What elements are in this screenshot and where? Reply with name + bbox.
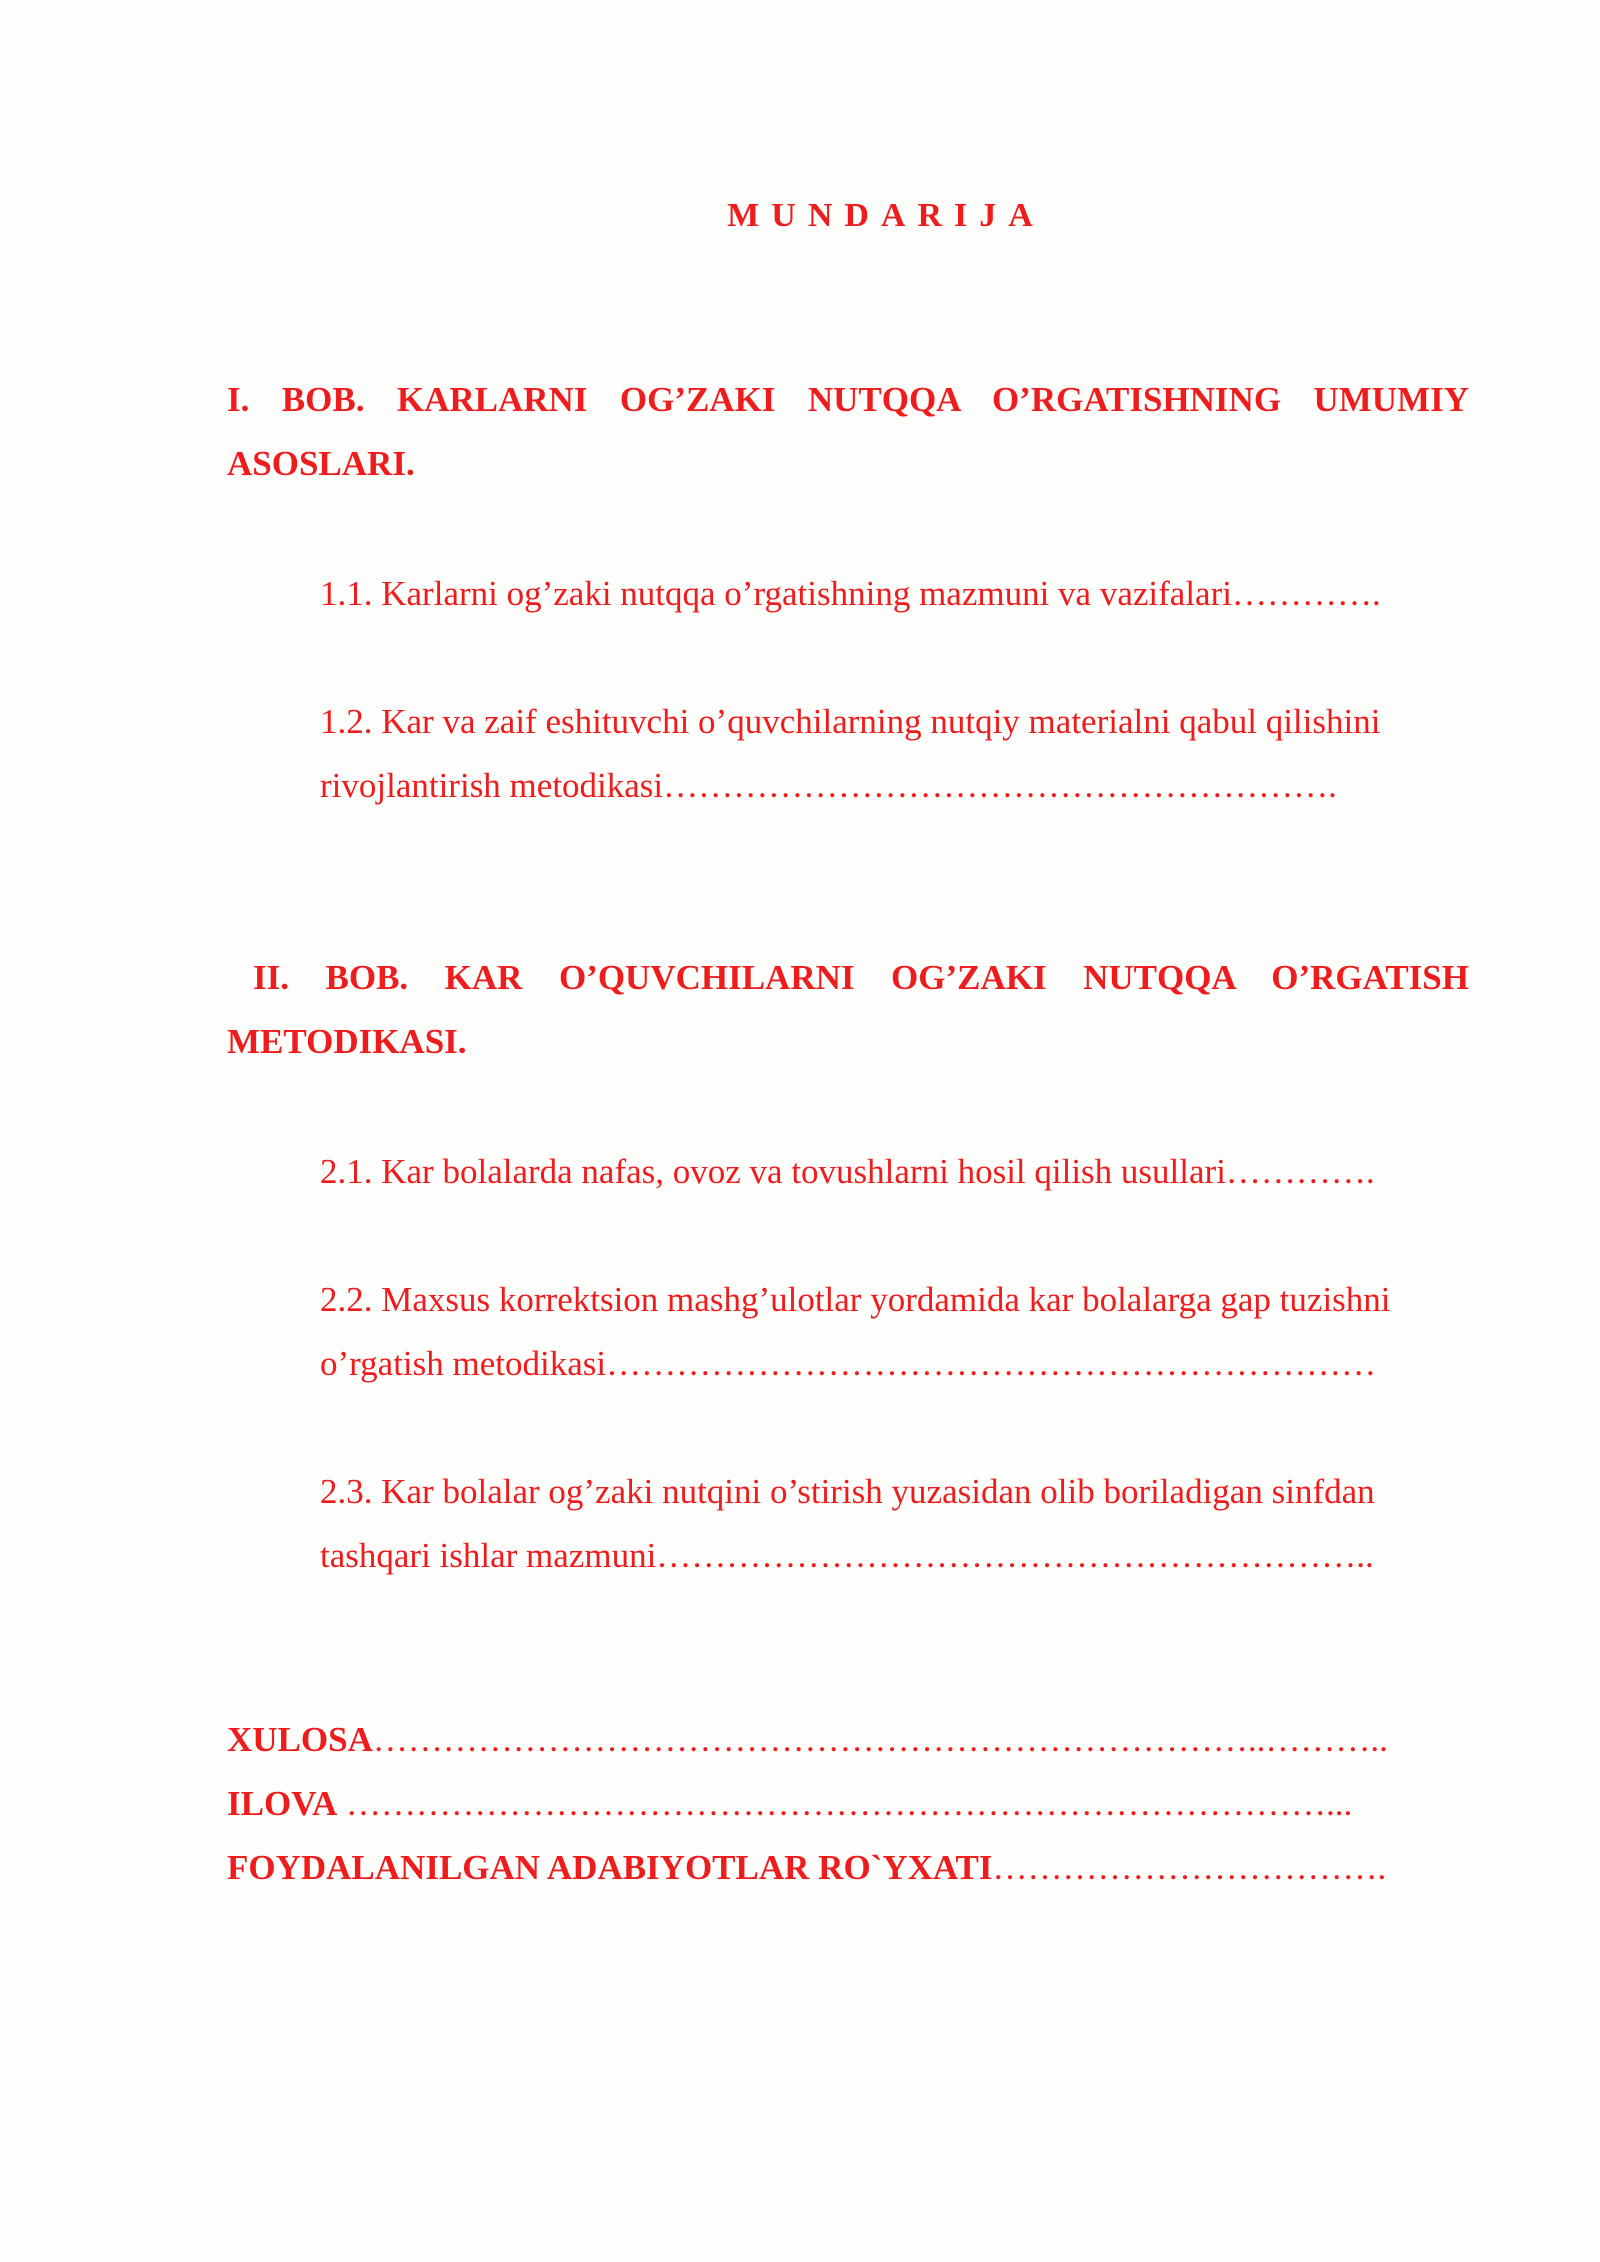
toc-entry-line: 2.2. Maxsus korrektsion mashg’ulotlar yordamida kar bolalarga gap tuzishni bbox=[320, 1280, 1391, 1319]
toc-entry-label: FOYDALANILGAN ADABIYOTLAR RO`YXATI bbox=[227, 1848, 993, 1887]
toc-entry-xulosa bbox=[227, 1708, 1469, 1772]
chapter-heading-1 bbox=[227, 368, 1469, 496]
chapter-heading-line: METODIKASI. bbox=[227, 1022, 467, 1061]
toc-entry-line: rivojlantirish metodikasi…………………………………………………. bbox=[320, 766, 1337, 805]
chapter-heading-line: I. BOB. KARLARNI OG’ZAKI NUTQQA O’RGATISHNING UMUMIY bbox=[227, 380, 1469, 419]
toc-entry-label: ILOVA bbox=[227, 1784, 338, 1823]
page-title: MUNDARIJA bbox=[727, 197, 1045, 234]
toc-entry-line: 2.1. Kar bolalarda nafas, ovoz va tovushlarni hosil qilish usullari…………. bbox=[320, 1152, 1375, 1191]
toc-entry-1-1 bbox=[320, 562, 1470, 626]
toc-entry-label: XULOSA bbox=[227, 1720, 373, 1759]
toc-leader-dots: ……………………………. bbox=[992, 1848, 1387, 1887]
toc-entry-line: tashqari ishlar mazmuni…………………………………………………….. bbox=[320, 1536, 1374, 1575]
toc-entry-line: o’rgatish metodikasi………………………………………………………… bbox=[320, 1344, 1377, 1383]
toc-entry-2-1 bbox=[320, 1140, 1470, 1204]
toc-entry-line: 2.3. Kar bolalar og’zaki nutqini o’stirish yuzasidan olib boriladigan sinfdan bbox=[320, 1472, 1375, 1511]
chapter-heading-line: II. BOB. KAR O’QUVCHILARNI OG’ZAKI NUTQQA O’RGATISH bbox=[253, 958, 1469, 997]
toc-entry-ilova bbox=[227, 1772, 1469, 1836]
toc-leader-dots: …………………………………………………………………..……….. bbox=[372, 1720, 1388, 1759]
toc-entry-2-3 bbox=[320, 1460, 1470, 1588]
toc-entry-line: 1.1. Karlarni og’zaki nutqqa o’rgatishning mazmuni va vazifalari…………. bbox=[320, 574, 1381, 613]
toc-entry-bibliography bbox=[227, 1836, 1469, 1900]
chapter-heading-line: ASOSLARI. bbox=[227, 444, 415, 483]
toc-entry-2-2 bbox=[320, 1268, 1470, 1396]
chapter-heading-2 bbox=[227, 946, 1469, 1074]
toc-entry-1-2 bbox=[320, 690, 1470, 818]
toc-entry-line: 1.2. Kar va zaif eshituvchi o’quvchilarning nutqiy materialni qabul qilishini bbox=[320, 702, 1381, 741]
toc-leader-dots: …………………………………………………………………………... bbox=[337, 1784, 1353, 1823]
